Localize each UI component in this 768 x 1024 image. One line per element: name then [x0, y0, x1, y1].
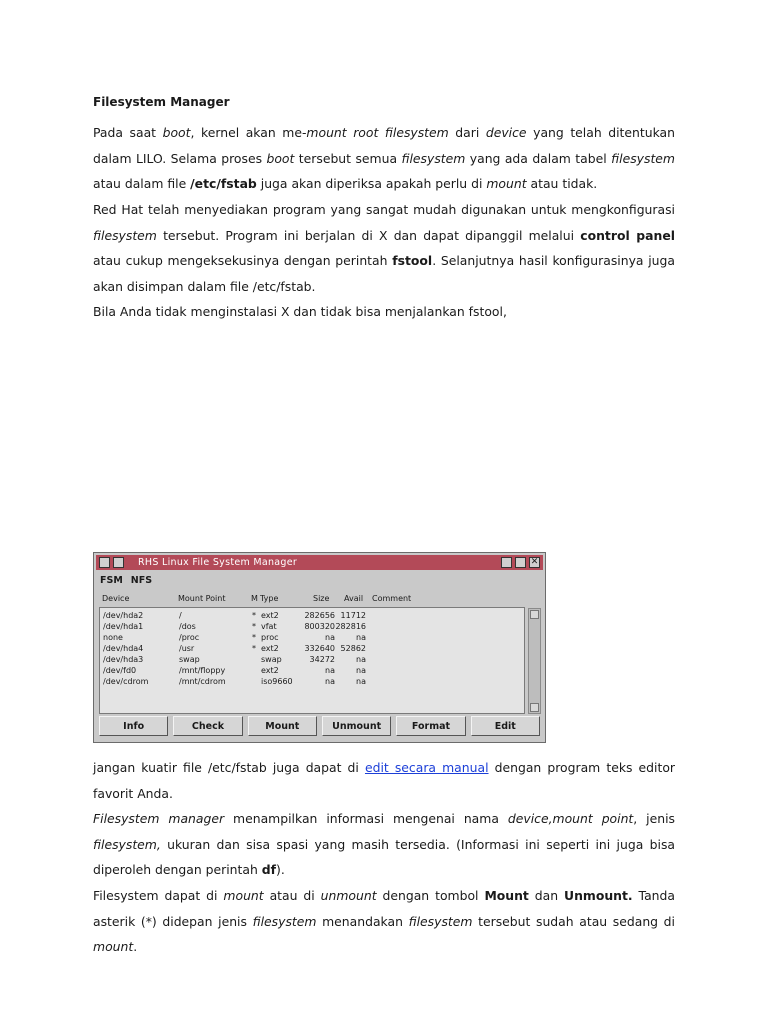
- paragraph-2: Red Hat telah menyediakan program yang sangat mudah digunakan untuk mengkonfigurasi filesystem tersebut. Program ini berjalan di X dan dapat dipanggil melalui control panel atau cukup mengeksekusinya dengan perintah fstool. Selanjutnya hasil konfigurasinya juga akan disimpan dalam file /etc/fstab.: [93, 202, 675, 294]
- row-size: na: [325, 677, 335, 686]
- window-title: RHS Linux File System Manager: [138, 557, 298, 568]
- row-type: swap: [261, 655, 282, 664]
- row-mounted-flag: *: [252, 622, 256, 631]
- row-avail: na: [356, 655, 366, 664]
- row-device: none: [103, 633, 123, 642]
- column-device: Device: [102, 594, 130, 603]
- row-mounted-flag: *: [252, 644, 256, 653]
- window-menubar: [100, 575, 152, 586]
- filesystem-list[interactable]: [99, 607, 525, 714]
- menu-fsm[interactable]: FSM: [100, 575, 123, 586]
- mount-button[interactable]: Mount: [248, 716, 317, 736]
- row-avail: na: [356, 633, 366, 642]
- scroll-down-icon[interactable]: [530, 703, 539, 712]
- row-type: iso9660: [261, 677, 293, 686]
- row-mount-point: swap: [179, 655, 200, 664]
- vertical-scrollbar[interactable]: [528, 608, 541, 714]
- row-mount-point: /usr: [179, 644, 195, 653]
- menu-nfs[interactable]: NFS: [130, 575, 153, 586]
- row-device: /dev/hda4: [103, 644, 144, 653]
- window-titlebar: [96, 555, 543, 570]
- format-button[interactable]: Format: [396, 716, 465, 736]
- row-type: vfat: [261, 622, 277, 631]
- row-size: 800320: [304, 622, 335, 631]
- column-size: Size: [313, 594, 330, 603]
- scroll-up-icon[interactable]: [530, 610, 539, 619]
- unmount-button[interactable]: Unmount: [322, 716, 391, 736]
- table-row[interactable]: [103, 644, 524, 655]
- row-device: /dev/cdrom: [103, 677, 149, 686]
- filesystem-manager-window: [93, 552, 546, 743]
- column-mount-point: Mount Point: [178, 594, 226, 603]
- column-m: M: [251, 594, 258, 603]
- row-size: na: [325, 633, 335, 642]
- row-size: 34272: [309, 655, 335, 664]
- column-avail: Avail: [344, 594, 364, 603]
- row-avail: 282816: [335, 622, 366, 631]
- table-row[interactable]: [103, 666, 524, 677]
- row-type: proc: [261, 633, 279, 642]
- paragraph-3: Bila Anda tidak menginstalasi X dan tidak bisa menjalankan fstool,: [93, 304, 507, 319]
- button-bar: [99, 716, 540, 736]
- row-mount-point: /dos: [179, 622, 196, 631]
- row-size: 282656: [304, 611, 335, 620]
- window-pin-icon[interactable]: [113, 557, 124, 568]
- row-device: /dev/hda2: [103, 611, 144, 620]
- paragraph-5: Filesystem manager menampilkan informasi mengenai nama device,mount point, jenis filesystem, ukuran dan sisa spasi yang masih tersedia. (Informasi ini seperti ini juga bisa diperoleh dengan perintah df).: [93, 811, 675, 877]
- table-row[interactable]: [103, 611, 524, 622]
- row-mounted-flag: *: [252, 633, 256, 642]
- paragraph-1: Pada saat boot, kernel akan me-mount root filesystem dari device yang telah ditentukan dalam LILO. Selama proses boot tersebut semua filesystem yang ada dalam tabel filesystem atau dalam file /etc/fstab juga akan diperiksa apakah perlu di mount atau tidak.: [93, 125, 676, 191]
- section-title: Filesystem Manager: [93, 95, 230, 109]
- row-device: /dev/hda1: [103, 622, 144, 631]
- edit-button[interactable]: Edit: [471, 716, 540, 736]
- window-menu-icon[interactable]: [99, 557, 110, 568]
- row-type: ext2: [261, 666, 279, 675]
- table-row[interactable]: [103, 655, 524, 666]
- column-type: Type: [260, 594, 279, 603]
- table-row[interactable]: [103, 633, 524, 644]
- row-device: /dev/fd0: [103, 666, 137, 675]
- close-icon[interactable]: ✕: [530, 557, 539, 567]
- row-avail: 11712: [340, 611, 366, 620]
- row-avail: 52862: [340, 644, 366, 653]
- row-mount-point: /: [179, 611, 182, 620]
- info-button[interactable]: Info: [99, 716, 168, 736]
- row-mount-point: /mnt/floppy: [179, 666, 226, 675]
- row-type: ext2: [261, 644, 279, 653]
- row-device: /dev/hda3: [103, 655, 144, 664]
- row-mounted-flag: *: [252, 611, 256, 620]
- table-row[interactable]: [103, 622, 524, 633]
- row-size: 332640: [304, 644, 335, 653]
- row-avail: na: [356, 666, 366, 675]
- row-mount-point: /proc: [179, 633, 200, 642]
- check-button[interactable]: Check: [173, 716, 242, 736]
- row-avail: na: [356, 677, 366, 686]
- row-size: na: [325, 666, 335, 675]
- minimize-icon[interactable]: [501, 557, 512, 568]
- paragraph-6: Filesystem dapat di mount atau di unmount dengan tombol Mount dan Unmount. Tanda asterik (*) didepan jenis filesystem menandakan filesystem tersebut sudah atau sedang di mount.: [93, 888, 675, 954]
- maximize-icon[interactable]: [515, 557, 526, 568]
- column-comment: Comment: [372, 594, 412, 603]
- paragraph-4: jangan kuatir file /etc/fstab juga dapat di edit secara manual dengan program teks editor favorit Anda.: [93, 760, 676, 801]
- row-type: ext2: [261, 611, 279, 620]
- edit-manual-link[interactable]: edit secara manual: [364, 760, 489, 775]
- row-mount-point: /mnt/cdrom: [179, 677, 226, 686]
- column-headers: [102, 594, 525, 606]
- table-row[interactable]: [103, 677, 524, 688]
